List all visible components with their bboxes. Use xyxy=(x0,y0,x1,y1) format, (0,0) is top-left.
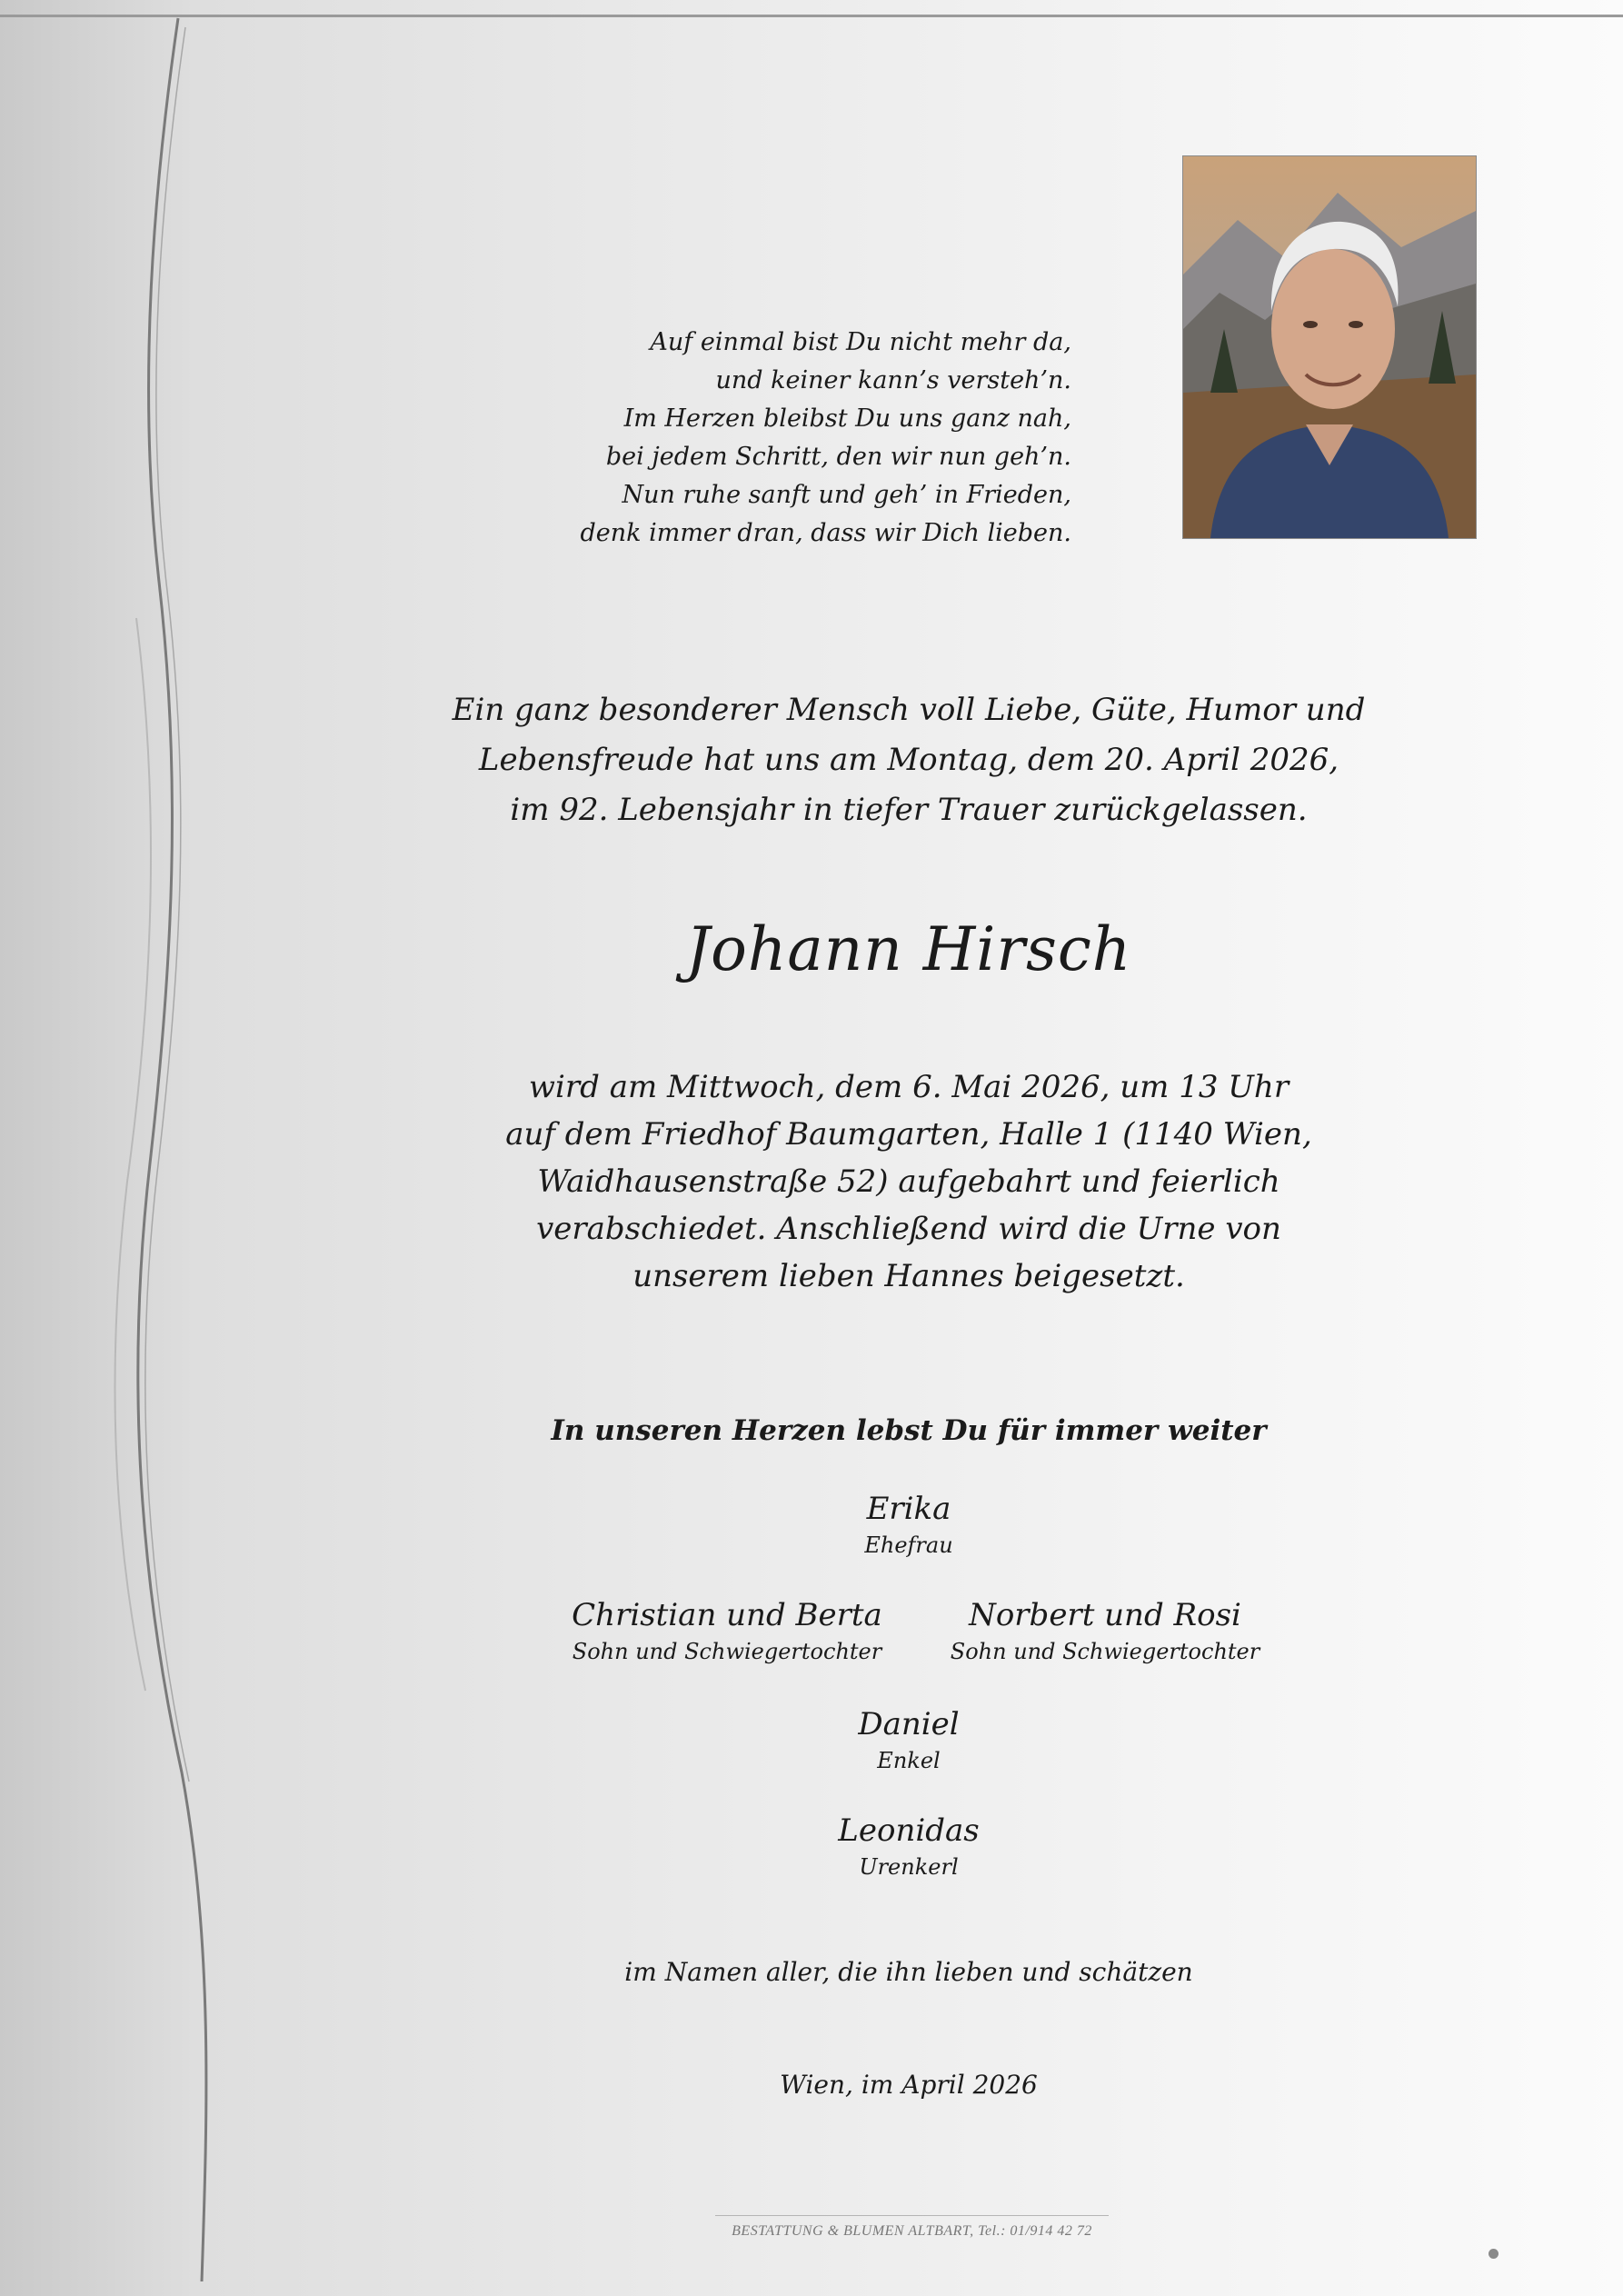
motto: In unseren Herzen lebst Du für immer weiter xyxy=(551,1414,1267,1447)
mourner-name: Christian und Berta xyxy=(572,1597,882,1633)
poem-line: und keiner kann’s versteh’n. xyxy=(715,366,1071,394)
funeral-line: auf dem Friedhof Baumgarten, Halle 1 (1140 Wien, xyxy=(505,1116,1312,1153)
mourner-name: Leonidas xyxy=(838,1812,980,1849)
mourner-name: Norbert und Rosi xyxy=(969,1597,1241,1633)
intro-line: im 92. Lebensjahr in tiefer Trauer zurückgelassen. xyxy=(510,792,1308,828)
funeral-line: Waidhausenstraße 52) aufgebahrt und feierlich xyxy=(537,1163,1280,1200)
mourner-spouse xyxy=(682,1487,1136,1560)
mourner-name: Daniel xyxy=(858,1706,960,1742)
mourner-relation: Sohn und Schwiegertochter xyxy=(950,1639,1260,1664)
intro-line: Lebensfreude hat uns am Montag, dem 20. April 2026, xyxy=(478,742,1339,778)
funeral-line: unserem lieben Hannes beigesetzt. xyxy=(632,1258,1185,1294)
logo-dot-icon xyxy=(1489,2249,1499,2259)
place-date: Wien, im April 2026 xyxy=(780,2070,1038,2100)
poem-line: denk immer dran, dass wir Dich lieben. xyxy=(580,519,1071,547)
deceased-name: Johann Hirsch xyxy=(685,914,1132,984)
corner-logo-mark xyxy=(1489,2245,1525,2263)
memorial-poem xyxy=(435,324,1071,553)
poem-line: Nun ruhe sanft und geh’ in Frieden, xyxy=(622,481,1071,509)
poem-line: bei jedem Schritt, den wir nun geh’n. xyxy=(605,443,1071,471)
closing-line: im Namen aller, die ihn lieben und schätzen xyxy=(624,1957,1193,1987)
mourner-relation: Enkel xyxy=(877,1748,941,1773)
funeral-details xyxy=(363,1063,1454,1300)
funeral-line: verabschiedet. Anschließend wird die Urne von xyxy=(536,1211,1281,1247)
intro-line: Ein ganz besonderer Mensch voll Liebe, Güte, Humor und xyxy=(452,692,1366,728)
mourner-relation: Urenkerl xyxy=(859,1854,959,1880)
top-border-line xyxy=(0,15,1623,17)
mourner-grandchild xyxy=(682,1702,1136,1775)
mourner-relation: Sohn und Schwiegertochter xyxy=(572,1639,882,1664)
portrait-photo xyxy=(1182,155,1477,539)
mourner-son-2 xyxy=(878,1593,1332,1666)
poem-line: Im Herzen bleibst Du uns ganz nah, xyxy=(623,404,1071,433)
funeral-home-footer: BESTATTUNG & BLUMEN ALTBART, Tel.: 01/914 42 72 xyxy=(732,2223,1092,2239)
intro-text xyxy=(363,685,1454,835)
mourner-name: Erika xyxy=(866,1491,951,1527)
footer-divider xyxy=(715,2215,1109,2216)
mourner-great-grandchild xyxy=(682,1809,1136,1882)
mourner-relation: Ehefrau xyxy=(864,1532,953,1558)
poem-line: Auf einmal bist Du nicht mehr da, xyxy=(650,328,1071,356)
funeral-line: wird am Mittwoch, dem 6. Mai 2026, um 13 Uhr xyxy=(528,1069,1289,1105)
